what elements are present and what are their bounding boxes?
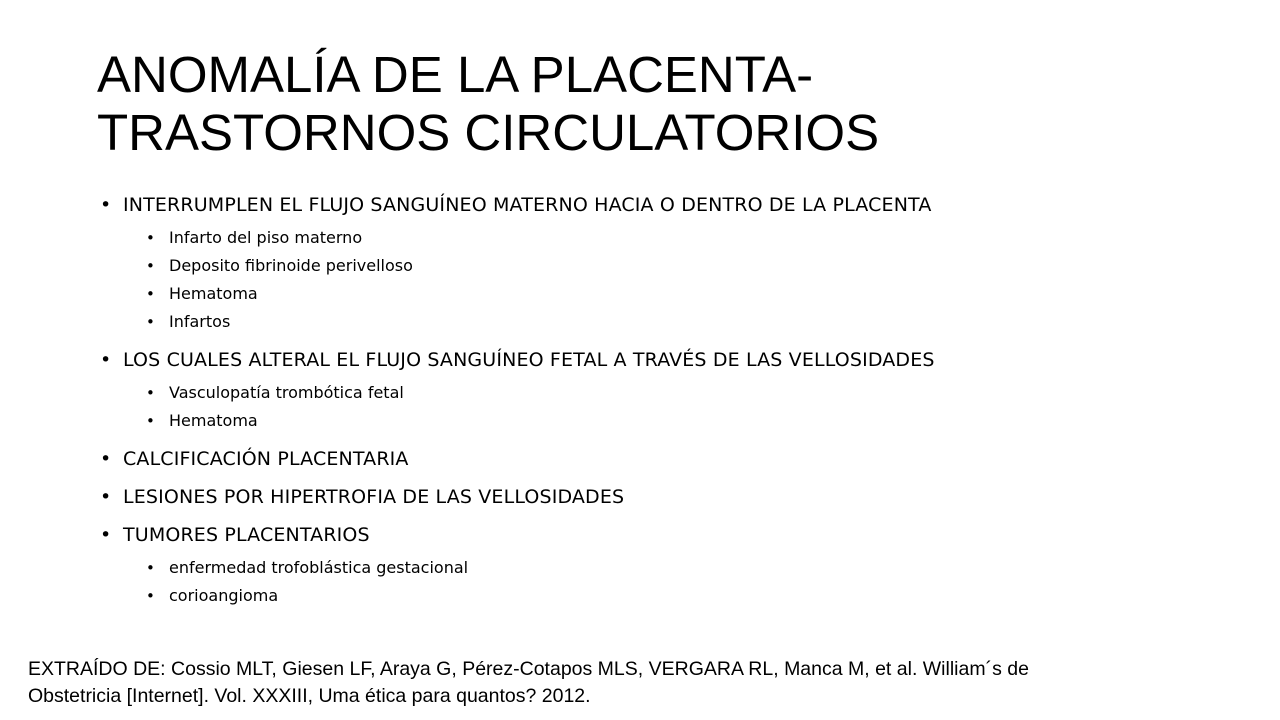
source-reference-line-1: EXTRAÍDO DE: Cossio MLT, Giesen LF, Araya G, Pérez-Cotapos MLS, VERGARA RL, Manca M, et al. William´s de — [28, 658, 1029, 680]
source-reference-line-2: Obstetricia [Internet]. Vol. XXXIII, Uma ética para quantos? 2012. — [28, 685, 591, 707]
bullet-item-hypertrophy: • LESIONES POR HIPERTROFIA DE LAS VELLOSIDADES — [100, 478, 1250, 516]
slide-title-line-2: TRASTORNOS CIRCULATORIOS — [97, 104, 880, 161]
sub-bullet-item: • enfermedad trofoblástica gestacional — [100, 554, 1250, 582]
source-reference — [28, 656, 1268, 710]
sub-bullet-item: • Deposito fibrinoide perivelloso — [100, 252, 1250, 280]
sub-bullet-item: • corioangioma — [100, 582, 1250, 610]
bullet-item-fetal-flow: • LOS CUALES ALTERAL EL FLUJO SANGUÍNEO FETAL A TRAVÉS DE LAS VELLOSIDADES — [100, 341, 1250, 379]
slide-title-line-1: ANOMALÍA DE LA PLACENTA- — [97, 46, 814, 103]
sub-bullet-item: • Hematoma — [100, 280, 1250, 308]
slide-title — [97, 46, 1197, 162]
bullet-list — [100, 186, 1250, 610]
sub-bullet-item: • Hematoma — [100, 407, 1250, 435]
bullet-item-tumors: • TUMORES PLACENTARIOS — [100, 516, 1250, 554]
bullet-item-maternal-flow: • INTERRUMPLEN EL FLUJO SANGUÍNEO MATERNO HACIA O DENTRO DE LA PLACENTA — [100, 186, 1250, 224]
sub-bullet-item: • Vasculopatía trombótica fetal — [100, 379, 1250, 407]
sub-bullet-item: • Infarto del piso materno — [100, 224, 1250, 252]
bullet-item-calcification: • CALCIFICACIÓN PLACENTARIA — [100, 440, 1250, 478]
sub-bullet-item: • Infartos — [100, 308, 1250, 336]
